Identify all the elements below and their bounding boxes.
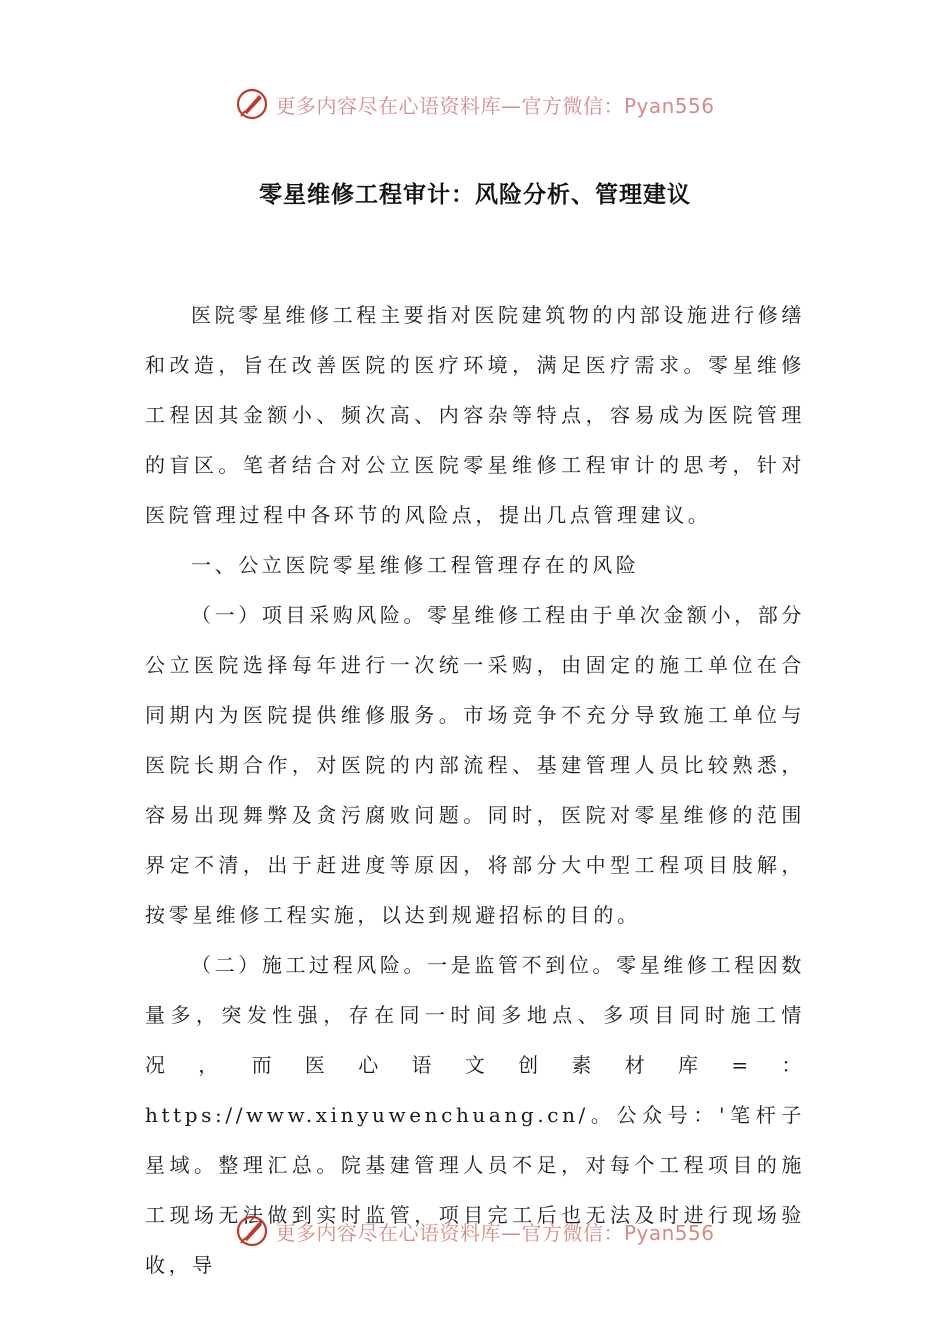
section-heading: 一、公立医院零星维修工程管理存在的风险	[191, 553, 640, 577]
quill-logo-icon	[235, 87, 269, 121]
watermark-text: 更多内容尽在心语资料库—官方微信：Pyan556	[275, 93, 715, 118]
paragraph-construction-risk: （二）施工过程风险。一是监管不到位。零星维修工程因数量多，突发性强，存在同一时间多地点、多项目同时施工情况，而医心语文创素材库=：https://www.xinyuwenchuang.cn/。公众号：'笔杆子星域。整理汇总。院基建管理人员不足，对每个工程项目的施工现场无法做到实时监管，项目完工后也无法及时进行现场验收，导	[145, 953, 805, 1277]
paragraph-intro: 医院零星维修工程主要指对医院建筑物的内部设施进行修缮和改造，旨在改善医院的医疗环境，满足医疗需求。零星维修工程因其金额小、频次高、内容杂等特点，容易成为医院管理的盲区。笔者结合对公立医院零星维修工程审计的思考，针对医院管理过程中各环节的风险点，提出几点管理建议。	[145, 303, 805, 527]
paragraph-procurement-risk: （一）项目采购风险。零星维修工程由于单次金额小，部分公立医院选择每年进行一次统一采购，由固定的施工单位在合同期内为医院提供维修服务。市场竞争不充分导致施工单位与医院长期合作，对医院的内部流程、基建管理人员比较熟悉，容易出现舞弊及贪污腐败问题。同时，医院对零星维修的范围界定不清，出于赶进度等原因，将部分大中型工程项目肢解，按零星维修工程实施，以达到规避招标的目的。	[145, 603, 805, 927]
watermark-text: 更多内容尽在心语资料库—官方微信：Pyan556	[275, 1220, 715, 1245]
document-title: 零星维修工程审计：风险分析、管理建议	[259, 182, 691, 208]
watermark-banner-bottom	[0, 1211, 950, 1251]
document-body	[145, 290, 805, 1290]
quill-logo-icon	[235, 1214, 269, 1248]
watermark-banner-top	[0, 84, 950, 124]
